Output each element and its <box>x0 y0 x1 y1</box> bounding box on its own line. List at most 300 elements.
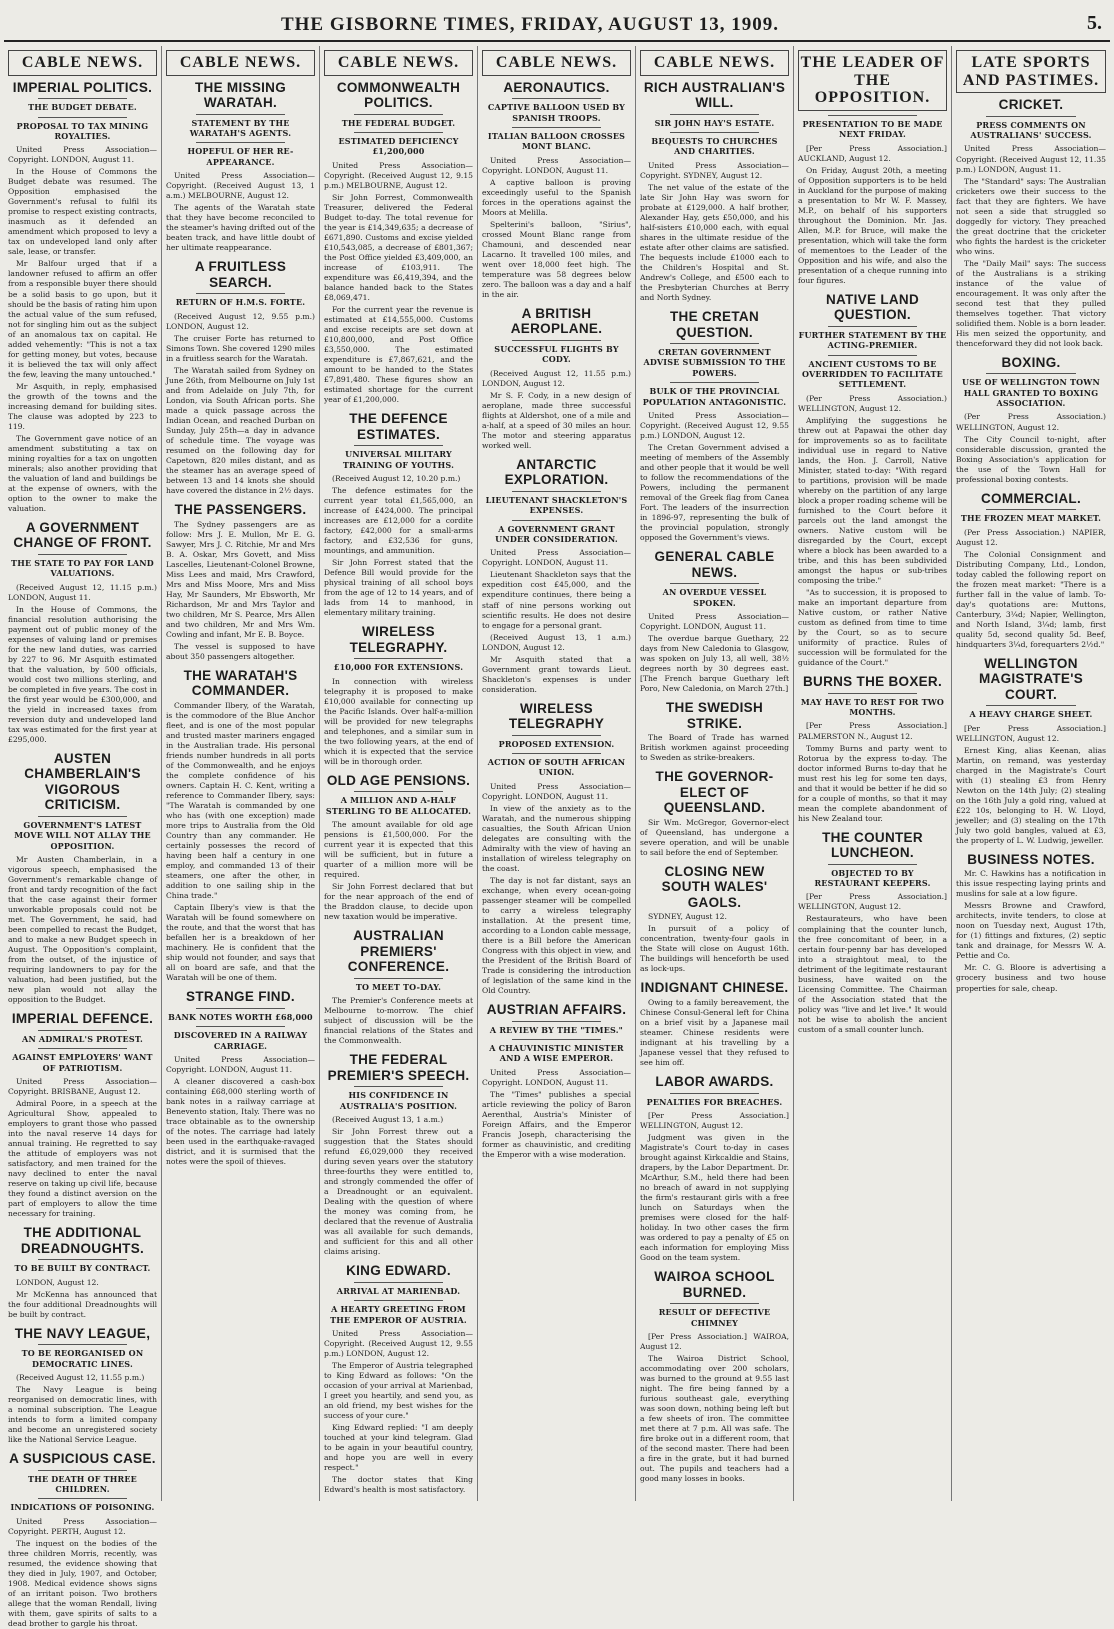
divider <box>512 520 601 521</box>
article-paragraph: United Press Association—Copyright. SYDNEY, August 12. <box>640 160 789 180</box>
article-subheading: A HEAVY CHARGE SHEET. <box>969 709 1093 720</box>
article-paragraph: Mr Austen Chamberlain, in a vigorous speech, emphasised the Government's remarkable change of front and tardy recognition of the fact that the case against their former unworkable proposals could not be met. The Government, he said, had been compelled to recast the Budget, and to make a new Budget speech in August. The Opposition's complaint, from the outset, of the injustice of requiring landowners to pay for the valuation, had been justified, but the new plan would not allay the opposition to the Budget. <box>8 855 157 1005</box>
divider <box>512 127 601 128</box>
article-paragraph: United Press Association—Copyright. LONDON, August 11. <box>482 1067 631 1087</box>
divider <box>38 1470 127 1471</box>
article-paragraph: (Received August 12, 11.15 p.m.) LONDON, August 11. <box>8 582 157 602</box>
article-subheading: AN OVERDUE VESSEL SPOKEN. <box>662 587 767 608</box>
article-paragraph: United Press Association—Copyright. LONDON, August 11. <box>8 145 157 165</box>
article <box>798 674 947 823</box>
article <box>8 751 157 1005</box>
article-body <box>798 721 947 823</box>
divider <box>828 864 917 865</box>
divider <box>986 116 1076 117</box>
article <box>640 1074 789 1263</box>
article-body <box>482 1068 631 1160</box>
article-headline: A BRITISH AEROPLANE. <box>510 305 603 337</box>
article <box>482 701 631 997</box>
article-headline: NATIVE LAND QUESTION. <box>825 291 920 323</box>
article-body <box>482 369 631 451</box>
article-subheading: SUCCESSFUL FLIGHTS BY CODY. <box>494 343 619 365</box>
article-paragraph: Restaurateurs, who have been complaining that the counter lunch, the free concomitant of beer, in a certain four-penny bar has developed into a straightout meal, to the detriment of the legitimate restaurant business, have waited on the Licensing Committee. The Chairman of the Association stated that the policy was "live and let live." It would not be wise to abolish the ancient custom of a small counter lunch. <box>798 914 947 1034</box>
article-paragraph: United Press Association—Copyright. (Received August 12, 9.55 p.m.) LONDON, August 12. <box>640 411 789 441</box>
article <box>640 864 789 975</box>
article-subheading: ESTIMATED DEFICIENCY £1,200,000 <box>338 136 459 157</box>
article <box>324 624 473 767</box>
article-body <box>166 171 315 253</box>
article-subheading: THE FROZEN MEAT MARKET. <box>960 513 1102 524</box>
article-subheading: GOVERNMENT'S LATEST MOVE WILL NOT ALLAY THE OPPOSITION. <box>14 819 151 851</box>
article-subheading: PRESENTATION TO BE MADE NEXT FRIDAY. <box>802 118 943 140</box>
divider <box>828 693 917 694</box>
article-subheading: PENALTIES FOR BREACHES. <box>646 1096 783 1107</box>
article-body <box>166 701 315 983</box>
article-body <box>956 528 1106 650</box>
divider <box>354 1300 443 1301</box>
divider <box>354 978 443 979</box>
article-body <box>482 548 631 694</box>
divider <box>354 132 443 133</box>
article-paragraph: Owing to a family bereavement, the Chinese Consul-General left for China on a brief visit by a Japanese mail steamer. Chinese residents were indignant at his travelling by a Japanese vessel that they refused to see him off. <box>640 997 789 1068</box>
article-paragraph: Spelterini's balloon, "Sirius", crossed Mount Blanc range from Chamouni, and descended near Lacarno. It travelled 100 miles, and went over 18,000 feet high. The temperature was 58 degrees below zero. The balloon was a day and a half in the air. <box>482 219 631 299</box>
article <box>324 1052 473 1257</box>
article-subheading: BULK OF THE PROVINCIAL POPULATION ANTAGONISTIC. <box>642 386 787 407</box>
article-body <box>324 820 473 922</box>
article-body <box>956 412 1106 484</box>
article-subheading: HOPEFUL OF HER RE-APPEARANCE. <box>187 146 294 167</box>
article <box>640 309 789 543</box>
column-banner: CABLE NEWS. <box>640 50 789 76</box>
masthead-rule <box>4 40 1110 42</box>
article-body <box>482 782 631 996</box>
article-headline: THE FEDERAL PREMIER'S SPEECH. <box>327 1052 470 1083</box>
article-headline: THE WARATAH'S COMMANDER. <box>183 667 298 699</box>
article <box>956 852 1106 994</box>
article-subheading: THE FEDERAL BUDGET. <box>341 117 456 128</box>
article <box>482 457 631 695</box>
divider <box>512 491 601 492</box>
article-paragraph: United Press Association—Copyright. LONDON, August 11. <box>482 548 631 568</box>
article-headline: KING EDWARD. <box>346 1263 451 1279</box>
article-body <box>166 1055 315 1167</box>
article-paragraph: Judgment was given in the Magistrate's Court to-day in cases brought against Kirkcaldie and Stains, drapers, by the Labor Department. Dr. McArthur, S.M., held there had been no breach of award in not supplying the firm's restaurant girls with a free lunch on Saturdays when the premises were closed for the half-holiday. In two other cases the firm was ordered to pay a penalty of £5 on each information for employing Miss Good on the team system. <box>640 1133 789 1263</box>
divider <box>354 658 443 659</box>
divider <box>512 1021 601 1022</box>
article-paragraph: The Cretan Government advised a meeting of members of the Assembly and other people that it would be well to follow the recommendations of the Powers, including the permanent removal of the Greek flag from Canea Fort. The leaders of the insurrection in 1896-97, representing the bulk of the provincial population, strongly opposed the Government's views. <box>640 443 789 543</box>
article-headline: IMPERIAL DEFENCE. <box>11 1011 154 1027</box>
article-headline: THE GOVERNOR-ELECT OF QUEENSLAND. <box>655 769 774 816</box>
article-paragraph: A captive balloon is proving exceedingly useful to the Spanish forces in the operations against the Moors at Melilla. <box>482 177 631 217</box>
article <box>8 520 157 745</box>
article-headline: AERONAUTICS. <box>503 79 610 95</box>
article-body <box>798 892 947 1034</box>
article-body <box>8 855 157 1005</box>
article-paragraph: The doctor states that King Edward's health is most satisfactory. <box>324 1475 473 1495</box>
article <box>956 491 1106 650</box>
article-paragraph: United Press Association—Copyright. PERTH, August 12. <box>8 1516 157 1536</box>
divider <box>354 1086 443 1087</box>
article <box>956 656 1106 846</box>
article-headline: WELLINGTON MAGISTRATE'S COURT. <box>978 655 1084 702</box>
article-headline: INDIGNANT CHINESE. <box>640 980 789 996</box>
article-subheading: A GOVERNMENT GRANT UNDER CONSIDERATION. <box>495 523 618 545</box>
article-paragraph: The Sydney passengers are as follow: Mrs J. E. Mullon, Mr E. G. Sawyer, Mrs J. C. Ritchie, Mr and Mrs B. A. Oskar, Mrs Govett, and Miss Lascelles, Lieutenant-Colonel Browne, Miss Lees and maid, Mrs Crawford, Mrs and Miss Moore, Mrs and Miss Hay, Mr Saunders, Mr Ebsworth, Mr Richardson, Mr and Mrs Taylor and two children, Mr S. Pearce, Mrs Allen and two children, Mr and Mrs Wm. Cowling and infant, Mr E. B. Boyce. <box>166 519 315 639</box>
article-paragraph: The Waratah sailed from Sydney on June 26th, from Melbourne on July 1st and from Adelaide on July 7th, for London, via South African ports. She made a quick passage across the Indian Ocean, and reached Durban on Sunday, July 25th—a day in advance of schedule time. The voyage was resumed on the following day for Capetown, 820 miles distant, and as the steamer has an average speed of between 13 and 14 knots she should have covered the distance in 2½ days. <box>166 365 315 495</box>
article-subheading: INDICATIONS OF POISONING. <box>10 1502 155 1513</box>
article-paragraph: Sir John Forrest stated that the Defence Bill would provide for the physical training of all school boys from the age of 12 to 14 years, and of lads from 14 to manhood, in elementary military training. <box>324 558 473 618</box>
article <box>640 549 789 694</box>
article-subheading: FURTHER STATEMENT BY THE ACTING-PREMIER. <box>798 329 947 351</box>
article-subheading: ACTION OF SOUTH AFRICAN UNION. <box>487 757 626 778</box>
article <box>8 1225 157 1319</box>
divider <box>196 1008 285 1009</box>
article <box>640 1269 789 1484</box>
article <box>482 80 631 300</box>
article-body <box>640 1332 789 1484</box>
article-paragraph: The net value of the estate of the late Sir John Hay was sworn for probate at £129,000. A half brother, Alexander Hay, gets £50,000, and his half-sisters £10,000 each, with equal shares in the ultimate residue of the estate after other claims are satisfied. The bequests include £1000 each to the Children's Hospital and St. Andrew's College, and £500 each to the Presbyterian Churches at Berry and North Sydney. <box>640 182 789 302</box>
article-paragraph: [Per Press Association.] WELLINGTON, August 12. <box>956 723 1106 743</box>
article-subheading: UNIVERSAL MILITARY TRAINING OF YOUTHS. <box>342 449 455 470</box>
article-paragraph: Mr McKenna has announced that the four additional Dreadnoughts will be built by contract. <box>8 1289 157 1319</box>
column-3 <box>320 46 478 1501</box>
article-body <box>640 733 789 763</box>
article-paragraph: Lieutenant Shackleton says that the expedition cost £45,000, and the expenditure continues, there being a staff of nine persons working out scientific results. He does not desire to engage for a personal grant. <box>482 570 631 630</box>
article-paragraph: The Premier's Conference meets at Melbourne to-morrow. The chief subject of discussion will be the financial relations of the States and the Commonwealth. <box>324 996 473 1046</box>
divider <box>196 142 285 143</box>
article-headline: RICH AUSTRALIAN'S WILL. <box>643 79 786 111</box>
divider <box>828 115 917 116</box>
article-paragraph: (Per Press Association.) WELLINGTON, August 12. <box>798 393 947 413</box>
article-paragraph: Sir Wm. McGregor, Governor-elect of Queensland, has undergone a severe operation, and will be unable to sail before the end of September. <box>640 817 789 857</box>
article-body <box>324 1115 473 1257</box>
article-headline: THE ADDITIONAL DREADNOUGHTS. <box>20 1225 145 1256</box>
article-paragraph: SYDNEY, August 12. <box>648 912 727 922</box>
masthead <box>0 0 1114 44</box>
article-paragraph: The "Daily Mail" says: The success of the Australians is a striking instance of the value of encouragement. It was only after the second test that they pulled themselves together. That victory solidified them. Noble is a born leader. His men seized the opportunity, and thenceforward they did not look back. <box>956 258 1106 348</box>
article <box>956 355 1106 485</box>
article-paragraph: Mr. C. G. Bloore is advertising a grocery business and two house properties for sale, cheap. <box>956 963 1106 993</box>
article-subheading: A MILLION AND A-HALF STERLING TO BE ALLOCATED. <box>325 795 472 816</box>
column-banner: CABLE NEWS. <box>166 50 315 76</box>
article-body <box>640 998 789 1068</box>
article <box>640 80 789 303</box>
article-paragraph: Sir John Forrest threw out a suggestion that the States should refund £6,029,000 they received during seven years over the statutory three-fourths they were entitled to, and strongly commended the offer of a Dreadnought or an equivalent. Dealing with the question of where the money was coming from, he declared that the revenue of Australia was all available for such demands, and sufficient for this and all other claims arising. <box>324 1127 473 1257</box>
article-headline: LABOR AWARDS. <box>655 1074 774 1090</box>
article-paragraph: Sir John Forrest, Commonwealth Treasurer, delivered the Federal Budget to-day. The total revenue for the year is £14,349,635; a decrease of £671,890. Customs and excise yielded £10,543,085, a decrease of £801,367; the Post Office yielded £3,409,000, an increase of £103,911. The expenditure was £6,419,394, and the balance handed back to the States £8,069,471. <box>324 192 473 302</box>
article-paragraph: The day is not far distant, says an exchange, when every ocean-going passenger steamer will be compelled to carry a wireless telegraphy installation. At the present time, according to a London cable message, there is a Bill before the American Congress with this object in view, and the President of the British Board of Trade is considering the introduction of legislation of the same kind in the Old Country. <box>482 875 631 996</box>
divider <box>38 1259 127 1260</box>
article <box>798 115 947 286</box>
article <box>324 1263 473 1495</box>
divider <box>38 816 127 817</box>
article-headline: CRICKET. <box>998 97 1064 113</box>
article-subheading: RETURN OF H.M.S. FORTE. <box>175 297 306 308</box>
article-body <box>482 156 631 300</box>
article-paragraph: In pursuit of a policy of concentration, twenty-four gaols in the State will close on August 16th. The buildings will henceforth be used as lock-ups. <box>640 924 789 974</box>
article-body <box>324 474 473 618</box>
article-paragraph: [Per Press Association.] WAIROA, August 12. <box>640 1332 789 1352</box>
article <box>798 292 947 668</box>
divider <box>670 343 759 344</box>
article-headline: GENERAL CABLE NEWS. <box>654 549 775 580</box>
divider <box>354 114 443 115</box>
article-subheading: THE STATE TO PAY FOR LAND VALUATIONS. <box>11 557 154 579</box>
article-subheading: THE DEATH OF THREE CHILDREN. <box>28 1473 137 1495</box>
article-paragraph: Mr Asquith stated that a Government grant towards Lieut. Shackleton's expenses is under consideration. <box>482 654 631 694</box>
article-body <box>324 677 473 767</box>
article-paragraph: (Received August 12, 9.55 p.m.) LONDON, August 12. <box>166 311 315 331</box>
article-paragraph: [Per Press Association.] AUCKLAND, August 12. <box>798 143 947 163</box>
article-body <box>8 145 157 514</box>
article-paragraph: (Received August 12, 11.55 p.m.) <box>16 1373 145 1383</box>
article-subheading: RESULT OF DEFECTIVE CHIMNEY <box>658 1307 771 1328</box>
divider <box>512 735 601 736</box>
divider <box>986 373 1076 374</box>
article-paragraph: The Colonial Consignment and Distributing Company, Ltd., London, today cabled the following report on the frozen meat market: "There is a further fall in the value of lamb. To-day's quotations are: Muttons, Canterbury, 3¼d; Napier, Wellington, and North Island, 3¼d; lamb, first quality 5d, second quality 5d. Beef, hindquarters 3¼d, forequarters 2½d." <box>956 549 1106 649</box>
article-headline: ANTARCTIC EXPLORATION. <box>504 456 609 488</box>
divider <box>512 98 601 99</box>
column-4 <box>478 46 636 1501</box>
article-headline: IMPERIAL POLITICS. <box>12 79 153 95</box>
article-headline: OLD AGE PENSIONS. <box>326 772 471 788</box>
article-subheading: TO BE REORGANISED ON DEMOCRATIC LINES. <box>21 1348 144 1369</box>
article-paragraph: [Per Press Association.] WELLINGTON, August 12. <box>640 1111 789 1131</box>
article-headline: A GOVERNMENT CHANGE OF FRONT. <box>13 519 152 551</box>
article-paragraph: The defence estimates for the current year total £1,565,000, an increase of £424,000. The principal increases are £12,000 for a cordite factory, £42,000 for a small-arms factory, and £32,536 for guns, mountings, and ammunition. <box>324 486 473 556</box>
divider <box>670 1093 759 1094</box>
article-headline: A FRUITLESS SEARCH. <box>194 259 287 290</box>
article-paragraph: Mr Balfour urged that if a landowner refused to affirm an offer from a responsible buyer there should be a solid basis to go upon, but it should be the basis of rating him upon the actual value of the sum refused, not for singling him out as the subject of an anomalous tax on capital. He added vehemently: "This is not a tax for getting money, but votes, because it is believed the tax will only affect the few, leaving the many untouched." <box>8 259 157 379</box>
article-body <box>956 144 1106 348</box>
article-body <box>640 612 789 694</box>
article-paragraph: United Press Association—Copyright. LONDON, August 11. <box>482 781 631 801</box>
divider <box>670 1303 759 1304</box>
article-body <box>640 161 789 303</box>
article-headline: THE CRETAN QUESTION. <box>670 309 759 340</box>
article <box>324 80 473 406</box>
page-title: THE GISBORNE TIMES, FRIDAY, AUGUST 13, 1909. <box>280 14 779 35</box>
article-paragraph: The "Times" publishes a special article reviewing the policy of Baron Aerenthal, Austria's Minister of Foreign Affairs, and the Emperor Francis Joseph, characterising the former as chauvinistic, and crediting the Emperor with a wise moderation. <box>482 1089 631 1159</box>
article-paragraph: In view of the anxiety as to the Waratah, and the numerous shipping casualties, the South African Union delegates are consulting with the Admiralty with the view of having an installation of wireless telegraphy on the coast. <box>482 803 631 873</box>
article-paragraph: United Press Association—Copyright. (Received August 12, 9.15 p.m.) MELBOURNE, August 12. <box>324 160 473 190</box>
divider <box>512 753 601 754</box>
article-headline: BOXING. <box>1001 354 1061 370</box>
article-paragraph: United Press Association—Copyright. LONDON, August 11. <box>640 612 789 632</box>
article <box>956 97 1106 349</box>
article-paragraph: Amplifying the suggestions he threw out at Papawai the other day for improvements so as to facilitate individual use in regard to Native lands, the Hon. J. Carroll, Native Minister, stated to-day: "With regard to partitions, provision will be made whereby on the partition of any large block a proper roading scheme will be furnished to the Court before it parcels out the land amongst the owners. Native custom will be disregarded by the Court, except where a block has been awarded to a tribe, and this has been subdivided amongst the hapus or sub-tribes composing the tribe." <box>798 415 947 586</box>
column-banner: THE LEADER OF THE OPPOSITION. <box>798 50 947 111</box>
article-body <box>324 996 473 1046</box>
divider <box>354 445 443 446</box>
article <box>166 80 315 254</box>
divider <box>38 1498 127 1499</box>
article-paragraph: The agents of the Waratah state that they have become reconciled to the steamer's having drifted out of the beaten track, and have little doubt of her ultimate reappearance. <box>166 203 315 253</box>
article <box>324 928 473 1046</box>
article <box>482 306 631 451</box>
article-headline: BURNS THE BOXER. <box>802 674 943 690</box>
article-subheading: CAPTIVE BALLOON USED BY SPANISH TROOPS. <box>487 102 626 123</box>
article-paragraph: [Per Press Association.] PALMERSTON N., August 12. <box>798 721 947 741</box>
article-paragraph: For the current year the revenue is estimated at £14,555,000. Customs and excise receipts are set down at £10,800,000, and Post Office £3,550,000. The estimated expenditure is £7,867,621, and the amount to be handed to the States £7,891,480. These figures show an estimated shortage for the current year of £1,200,000. <box>324 305 473 405</box>
article-subheading: ANCIENT CUSTOMS TO BE OVERRIDDEN TO FACILITATE SETTLEMENT. <box>802 358 943 390</box>
article-body <box>640 1111 789 1263</box>
article-paragraph: LONDON, August 12. <box>16 1277 99 1287</box>
article-body <box>956 869 1106 993</box>
article <box>8 1011 157 1219</box>
article-body <box>324 1329 473 1495</box>
article-headline: WIRELESS TELEGRAPHY <box>508 700 605 732</box>
article-headline: WIRELESS TELEGRAPHY. <box>349 624 448 655</box>
article-subheading: MAY HAVE TO REST FOR TWO MONTHS. <box>800 696 945 718</box>
article-subheading: PROPOSED EXTENSION. <box>498 738 615 749</box>
article-subheading: PROPOSAL TO TAX MINING ROYALTIES. <box>16 120 149 141</box>
divider <box>670 382 759 383</box>
article-paragraph: (Received August 12, 10.20 p.m.) <box>332 473 461 483</box>
article-headline: AUSTEN CHAMBERLAIN'S VIGOROUS CRITICISM. <box>24 750 141 813</box>
divider <box>512 1039 601 1040</box>
article-subheading: BANK NOTES WORTH £68,000 <box>168 1011 313 1022</box>
article-paragraph: (Received August 13, 1 a.m.) LONDON, August 12. <box>482 632 631 652</box>
divider <box>38 1048 127 1049</box>
article-paragraph: The vessel is supposed to have about 350 passengers altogether. <box>166 641 315 661</box>
article-paragraph: On Friday, August 20th, a meeting of Opposition supporters is to be held in Auckland for the purpose of making a presentation to Mr W. F. Massey, M.P., on behalf of his supporters throughout the Dominion. Mr. Jas. Allen, M.P. for Bruce, will make the presentation, which will take the form of mementoes to the Leader of the Opposition and his wife, and also the presentation of a cheque running into four figures. <box>798 165 947 285</box>
article-paragraph: United Press Association—Copyright. LONDON, August 11. <box>482 155 631 175</box>
article-paragraph: (Received August 13, 1 a.m.) <box>332 1115 444 1125</box>
divider <box>38 117 127 118</box>
divider <box>670 583 759 584</box>
article-body <box>8 1077 157 1219</box>
article-subheading: CRETAN GOVERNMENT ADVISE SUBMISSION TO THE POWERS. <box>643 347 786 378</box>
article-subheading: £10,000 FOR EXTENSIONS. <box>333 662 464 673</box>
article-headline: THE COUNTER LUNCHEON. <box>822 829 923 861</box>
article-paragraph: United Press Association—Copyright. (Received August 12, 11.35 p.m.) LONDON, August 11. <box>956 144 1106 174</box>
article <box>166 259 315 496</box>
article <box>324 773 473 922</box>
column-5 <box>636 46 794 1501</box>
article-paragraph: Commander Ilbery, of the Waratah, is the commodore of the Blue Anchor fleet, and is one of the most popular and trusted master mariners engaged in the Australian trade. His personal friends number hundreds in all ports of the Commonwealth, and he enjoys the complete confidence of his owners. Captain H. C. Kent, writing a reference to Commander Ilbery, says: "The Waratah is commanded by one who has (with one exception) made more trips to Australia from the Old Country than any commander. He certainly possesses the record of having been half a century in one employ, and commanded 13 of their steamers, one after the other, in addition to one sailing ship in the China trade." <box>166 700 315 901</box>
article-subheading: STATEMENT BY THE WARATAH'S AGENTS. <box>189 117 292 139</box>
column-banner: LATE SPORTS AND PASTIMES. <box>956 50 1106 93</box>
divider <box>354 791 443 792</box>
article-body <box>166 520 315 662</box>
article-paragraph: "As to succession, it is proposed to make an important departure from Native custom, or rather Native custom as defined from time to time by the Court, so as to secure uniformity of practice. Rules of succession will be formulated for the guidance of the Court." <box>798 588 947 668</box>
article-paragraph: Mr S. F. Cody, in a new design of aeroplane, made three successful flights at Aldershot, one of a mile and a-half, at a speed of 30 miles an hour. The motor and steering apparatus worked well. <box>482 390 631 450</box>
divider <box>196 1026 285 1027</box>
divider <box>38 554 127 555</box>
column-banner: CABLE NEWS. <box>482 50 631 76</box>
article-body <box>956 724 1106 846</box>
article-paragraph: The Wairoa District School, accommodating over 200 scholars, was burned to the ground at 9.55 last night. The fire being fanned by a furious southeast gale, everything was soon down, nothing being left but a few sheets of iron. The committee met there at 7 p.m. All was safe. The fire broke out in a different room, that of the second master. There had been a fire in the grate, but it had burned out. The pupils and teachers had a good many losses in books. <box>640 1354 789 1484</box>
column-1 <box>4 46 162 1629</box>
article-body <box>798 144 947 286</box>
article-subheading: HIS CONFIDENCE IN AUSTRALIA'S POSITION. <box>339 1090 458 1111</box>
article-subheading: LIEUTENANT SHACKLETON'S EXPENSES. <box>485 494 628 516</box>
article-subheading: AN ADMIRAL'S PROTEST. <box>22 1033 143 1044</box>
article-paragraph: The "Standard" says: The Australian cricketers owe their success to the fact that they are fighters. We have not seen a side that struggled so doggedly for victory. They preached the great doctrine that the cricketer who fights the hardest is the cricketer who wins. <box>956 176 1106 256</box>
article <box>166 502 315 662</box>
article-headline: WAIROA SCHOOL BURNED. <box>654 1269 775 1300</box>
article-paragraph: Messrs Browne and Crawford, architects, invite tenders, to close at noon on Tuesday next, August 17th, for (1) fittings and fixtures, (2) septic tank and drainage, for Messrs W. A. Pettie and Co. <box>956 901 1106 961</box>
article-headline: A SUSPICIOUS CASE. <box>9 1451 156 1467</box>
article-headline: THE PASSENGERS. <box>174 502 307 518</box>
divider <box>512 340 601 341</box>
article-subheading: SIR JOHN HAY'S ESTATE. <box>654 117 775 128</box>
article <box>640 700 789 763</box>
article-paragraph: In connection with wireless telegraphy it is proposed to make £10,000 available for connecting up the Pacific Islands. Over half-a-million will be provided for new telegraphs and telephones, and a similar sum in the two following years, at the end of which it is expected that the service will be in thorough order. <box>324 676 473 766</box>
article-paragraph: [Per Press Association.] WELLINGTON, August 12. <box>798 892 947 912</box>
article-body <box>8 583 157 745</box>
article-paragraph: United Press Association—Copyright. (Received August 13, 1 a.m.) MELBOURNE, August 12. <box>166 171 315 201</box>
article <box>324 411 473 618</box>
article-body <box>640 818 789 858</box>
article-paragraph: The overdue barque Guethary, 22 days from New Caledonia to Glasgow, was spoken on July 13, all well, 38½ degrees north by 30 degrees east. [The French barque Guethary left Poro, New Caledonia, on March 27th.] <box>640 634 789 694</box>
article-headline: BUSINESS NOTES. <box>967 851 1095 867</box>
article-subheading: TO MEET TO-DAY. <box>355 981 442 992</box>
article <box>482 1002 631 1160</box>
article-headline: COMMERCIAL. <box>980 490 1082 506</box>
divider <box>828 326 917 327</box>
article-headline: THE DEFENCE ESTIMATES. <box>349 411 448 442</box>
article <box>166 989 315 1167</box>
divider <box>670 114 759 115</box>
article-paragraph: In the House of Commons, the financial resolution authorising the payment out of public money of the expenses of valuing land or premises for the new land duties, was carried by 227 to 96. Mr Asquith estimated that the valuation, by 500 officials, would cost two millions sterling, and be completed in five years. The cost in the first year would be £300,000, and the yield in increased taxes from reversion duty and undeveloped land tax was estimated for the first year at £295,000. <box>8 604 157 744</box>
article-subheading: PRESS COMMENTS ON AUSTRALIANS' SUCCESS. <box>970 119 1092 141</box>
article-paragraph: The inquest on the bodies of the three children Morris, recently, was resumed, the evidence showing that they died in July, 1907, and October, 1908. Medical evidence shows signs of an irritant poison. Two brothers allege that the woman Rendall, living with them, gave spirits of salts to a dead brother to gargle his throat. <box>8 1538 157 1629</box>
article-body <box>8 1278 157 1320</box>
article-subheading: THE BUDGET DEBATE. <box>28 102 137 113</box>
article <box>8 80 157 514</box>
article-paragraph: Ernest King, alias Keenan, alias Martin, on remand, was yesterday charged in the Magistrate's Court with (1) stealing £3 from Henry Newton on the 14th July; (2) stealing on the 16th July a gold ring, valued at £22 10s, belonging to H. W. Lloyd, jeweller; and (3) stealing on the 17th July two gold bangles, valued at £3, the property of L. W. Ludwig, jeweller. <box>956 745 1106 845</box>
article-paragraph: Mr. C. Hawkins has a notification in this issue respecting laying prints and muslins for sale at a low figure. <box>956 869 1106 899</box>
article-paragraph: The Navy League is being reorganised on democratic lines, with a nominal subscription. The League intends to form a limited company and become an unregistered society like the National Service League. <box>8 1385 157 1445</box>
article-paragraph: The amount available for old age pensions is £1,500,000. For the current year it is expected that this will be sufficient, but in future a quarter of a million more will be required. <box>324 820 473 880</box>
article-body <box>640 411 789 543</box>
article-paragraph: Captain Ilbery's view is that the Waratah will be found somewhere on the route, and that the worst that has befallen her is a breakdown of her machinery. He is confident that the ship would not founder, and says that all on board are safe, and that the Waratah will be one of them. <box>166 903 315 983</box>
article-paragraph: Admiral Poore, in a speech at the Agricultural Show, appealed to employers to grant those who passed into the naval reserve 14 days for annual training. He regretted to say the attitude of employers was not satisfactory, and men trained for the navy declined to enter the naval reserve on taking up civil life, because they found a distinct aversion on the part of employers to allow the time necessary for training. <box>8 1099 157 1219</box>
column-banner: CABLE NEWS. <box>8 50 157 76</box>
article-subheading: OBJECTED TO BY RESTAURANT KEEPERS. <box>814 867 931 889</box>
article-subheading: TO BE BUILT BY CONTRACT. <box>14 1263 151 1274</box>
article-body <box>166 312 315 496</box>
divider <box>38 1030 127 1031</box>
article-headline: THE SWEDISH STRIKE. <box>665 700 764 731</box>
article-paragraph: (Per Press Association.) WELLINGTON, August 12. <box>956 412 1106 432</box>
article-subheading: A CHAUVINISTIC MINISTER AND A WISE EMPEROR. <box>489 1043 624 1064</box>
article-headline: AUSTRIAN AFFAIRS. <box>486 1002 627 1018</box>
divider <box>828 355 917 356</box>
article-paragraph: A cleaner discovered a cash-box containing £68,000 sterling worth of bank notes in a railway carriage at Benevento station, Italy. There was no trace obtainable as to the ownership of the notes. The carriage had lately been used in the earthquake-ravaged district, and it is surmised that the notes were the spoil of thieves. <box>166 1076 315 1167</box>
article <box>798 830 947 1035</box>
divider <box>986 705 1076 706</box>
article <box>166 668 315 983</box>
divider <box>986 509 1076 510</box>
column-2 <box>162 46 320 1501</box>
article <box>8 1451 157 1629</box>
article-subheading: ARRIVAL AT MARIENBAD. <box>336 1285 461 1296</box>
divider <box>196 293 285 294</box>
article-subheading: AGAINST EMPLOYERS' WANT OF PATRIOTISM. <box>12 1052 153 1073</box>
column-banner: CABLE NEWS. <box>324 50 473 76</box>
article-paragraph: King Edward replied: "I am deeply touched at your kind telegram. Glad to be again in your beautiful country, and hope you are well in every respect." <box>324 1423 473 1473</box>
article-subheading: DISCOVERED IN A RAILWAY CARRIAGE. <box>173 1030 308 1051</box>
article-paragraph: The cruiser Forte has returned to Simons Town. She covered 1290 miles in a fruitless search for the Waratah. <box>166 333 315 363</box>
article-headline: STRANGE FIND. <box>186 989 295 1005</box>
article-body <box>8 1517 157 1629</box>
article-headline: COMMONWEALTH POLITICS. <box>336 79 461 111</box>
divider <box>670 132 759 133</box>
article-body <box>8 1373 157 1445</box>
article <box>640 769 789 858</box>
